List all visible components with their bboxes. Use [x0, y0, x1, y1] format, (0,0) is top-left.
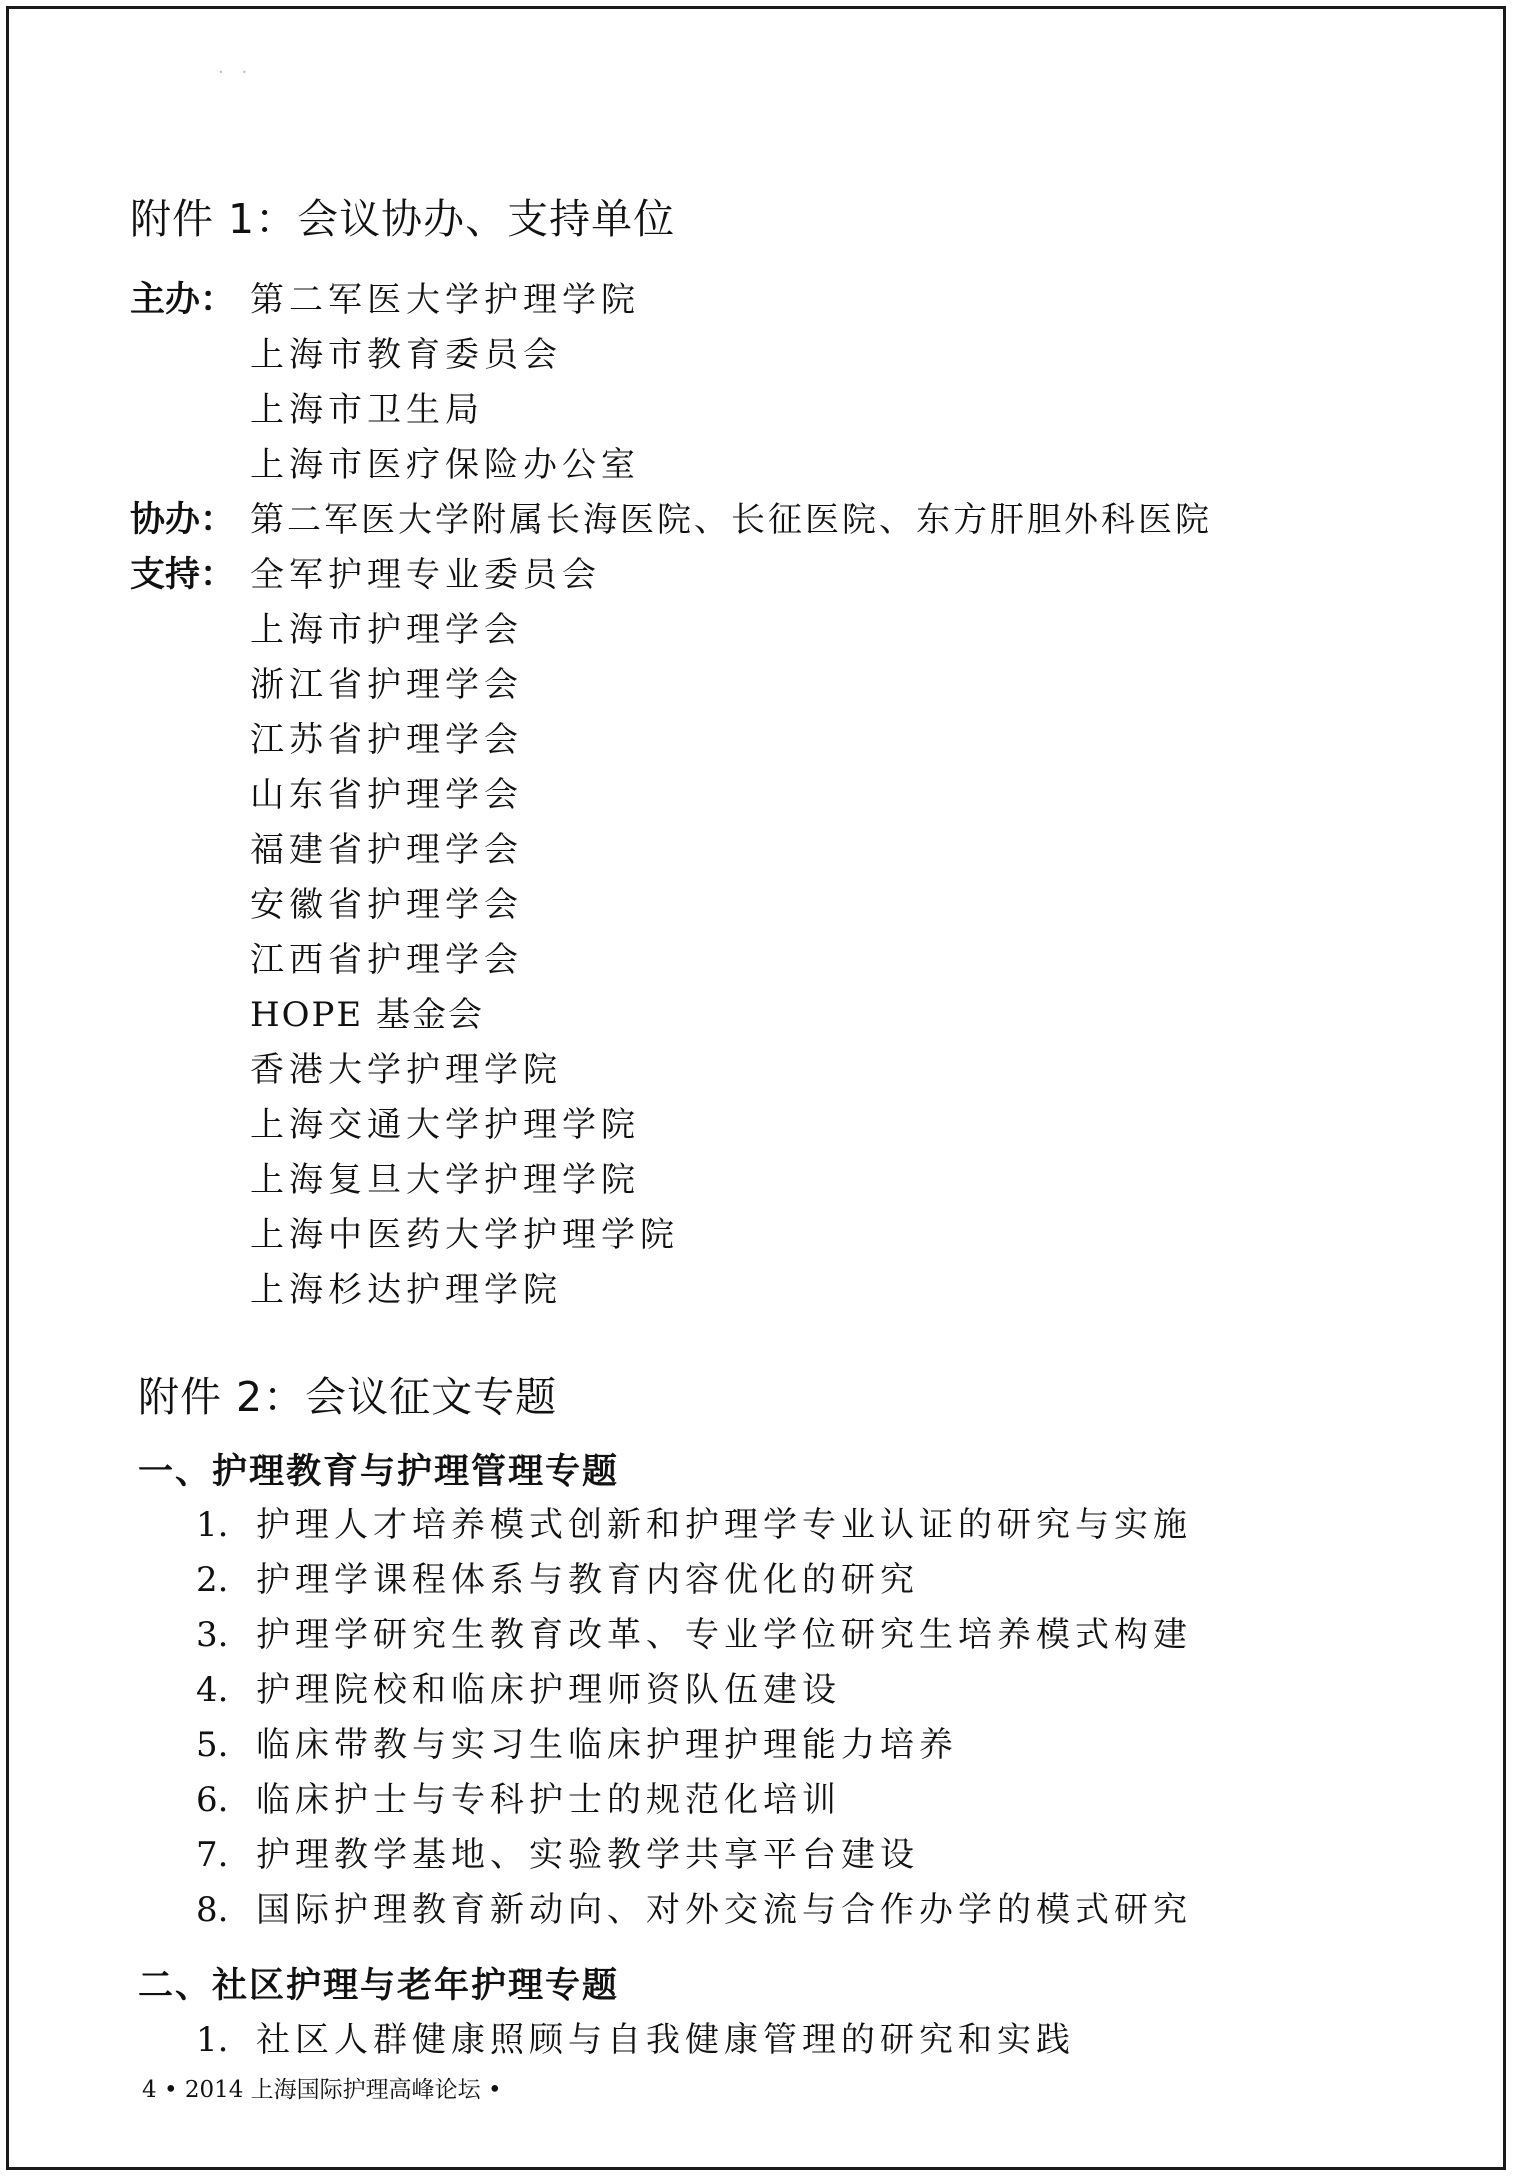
section1-title: 一、护理教育与护理管理专题: [138, 1452, 620, 1492]
topic-text: 护理院校和临床护理师资队伍建设: [256, 1670, 841, 1710]
supporter-item: 安徽省护理学会: [250, 885, 523, 925]
topic-number: 6.: [196, 1780, 229, 1820]
topic-number: 1.: [196, 1505, 229, 1545]
host-item: 上海市卫生局: [250, 390, 484, 430]
supporter-item: 全军护理专业委员会: [250, 555, 601, 595]
host-item: 上海市医疗保险办公室: [250, 445, 640, 485]
topic-text: 社区人群健康照顾与自我健康管理的研究和实践: [256, 2020, 1075, 2060]
supporter-item: 浙江省护理学会: [250, 665, 523, 705]
supporter-item: 江苏省护理学会: [250, 720, 523, 760]
page-footer: 4 • 2014 上海国际护理高峰论坛 •: [142, 2077, 502, 2103]
topic-text: 护理学研究生教育改革、专业学位研究生培养模式构建: [256, 1615, 1192, 1655]
topic-item: [196, 1552, 919, 1601]
supporter-item: 江西省护理学会: [250, 940, 523, 980]
topic-item: [196, 2012, 1075, 2061]
supporter-item: 福建省护理学会: [250, 830, 523, 870]
topic-number: 7.: [196, 1835, 229, 1875]
supporter-item: 上海市护理学会: [250, 610, 523, 650]
topic-item: [196, 1497, 1192, 1546]
co-organizer-item: 第二军医大学附属长海医院、长征医院、东方肝胆外科医院: [250, 500, 1212, 540]
supporter-item: 香港大学护理学院: [250, 1050, 562, 1090]
topic-item: [196, 1772, 841, 1821]
topic-text: 护理人才培养模式创新和护理学专业认证的研究与实施: [256, 1505, 1192, 1545]
topic-number: 1.: [196, 2020, 229, 2060]
co-organizer-label: 协办：: [130, 500, 236, 540]
supporter-item: 上海中医药大学护理学院: [250, 1215, 679, 1255]
supporter-label: 支持：: [130, 555, 236, 595]
supporter-item: HOPE 基金会: [250, 995, 485, 1035]
topic-number: 5.: [196, 1725, 229, 1765]
topic-text: 临床护士与专科护士的规范化培训: [256, 1780, 841, 1820]
section2-title: 二、社区护理与老年护理专题: [138, 1966, 620, 2006]
scan-mark: · ·: [218, 62, 254, 83]
topic-number: 4.: [196, 1670, 229, 1710]
host-label: 主办：: [130, 280, 236, 320]
topic-item: [196, 1607, 1192, 1656]
supporter-item: 上海杉达护理学院: [250, 1270, 562, 1310]
topic-item: [196, 1882, 1192, 1931]
topic-item: [196, 1662, 841, 1711]
topic-text: 护理教学基地、实验教学共享平台建设: [256, 1835, 919, 1875]
supporter-item: 上海交通大学护理学院: [250, 1105, 640, 1145]
host-item: 第二军医大学护理学院: [250, 280, 640, 320]
topic-item: [196, 1827, 919, 1876]
supporter-item: 山东省护理学会: [250, 775, 523, 815]
topic-number: 8.: [196, 1890, 229, 1930]
supporter-item: 上海复旦大学护理学院: [250, 1160, 640, 1200]
attachment2-title: 附件 2：会议征文专题: [138, 1373, 558, 1421]
attachment1-title: 附件 1：会议协办、支持单位: [130, 195, 676, 243]
topic-text: 临床带教与实习生临床护理护理能力培养: [256, 1725, 958, 1765]
topic-text: 国际护理教育新动向、对外交流与合作办学的模式研究: [256, 1890, 1192, 1930]
topic-text: 护理学课程体系与教育内容优化的研究: [256, 1560, 919, 1600]
topic-item: [196, 1717, 958, 1766]
topic-number: 3.: [196, 1615, 229, 1655]
host-item: 上海市教育委员会: [250, 335, 562, 375]
topic-number: 2.: [196, 1560, 229, 1600]
